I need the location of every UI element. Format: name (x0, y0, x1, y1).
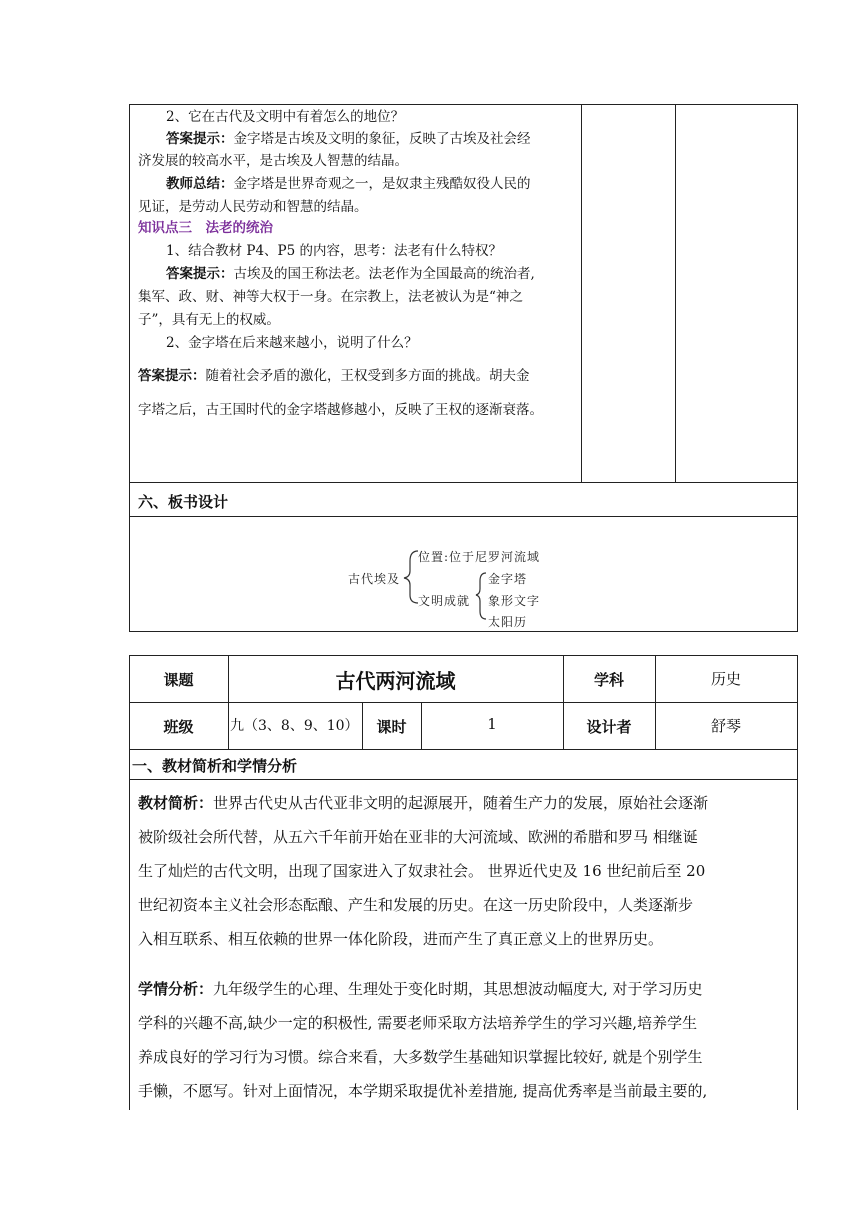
subject-value: 历史 (710, 670, 741, 688)
textbook-analysis-line1: 教材简析：世界古代史从古代亚非文明的起源展开，随着生产力的发展，原始社会逐渐 (138, 794, 709, 812)
board-item-pyramid: 金字塔 (488, 572, 528, 586)
student-analysis-line1: 学情分析：九年级学生的心理、生理处于变化时期，其思想波动幅度大, 对于学习历史 (138, 980, 703, 998)
board-item-solar-calendar: 太阳历 (488, 615, 528, 629)
student-analysis-line2: 学科的兴趣不高,缺少一定的积极性, 需要老师采取方法培养学生的学习兴趣,培养学生 (138, 1014, 698, 1032)
board-achievement: 文明成就 (418, 594, 471, 608)
answer-3-line2: 集军、政、财、神等大权于一身。在宗教上，法老被认为是“神之 (138, 289, 523, 305)
analysis-title: 一、教材简析和学情分析 (132, 757, 298, 775)
question-2: 2、它在古代及文明中有着怎么的地位？ (166, 109, 405, 125)
answer-3-line1: 答案提示：古埃及的国王称法老。法老作为全国最高的统治者, (166, 266, 535, 282)
teacher-summary-line2: 见证，是劳动人民劳动和智慧的结晶。 (138, 199, 368, 215)
textbook-analysis-line5: 入相互联系、相互依赖的世界一体化阶段，进而产生了真正意义上的世界历史。 (138, 930, 664, 948)
board-design-title: 六、板书设计 (138, 493, 229, 511)
period-label: 课时 (376, 718, 407, 736)
board-position: 位置:位于尼罗河流域 (418, 550, 541, 564)
board-item-hieroglyph: 象形文字 (488, 594, 541, 608)
topic-value: 古代两河流域 (335, 669, 456, 693)
class-value: 九（3、8、9、10） (230, 718, 359, 734)
period-value: 1 (487, 715, 497, 733)
answer-4-line1: 答案提示：随着社会矛盾的激化，王权受到多方面的挑战。胡夫金 (138, 368, 530, 384)
answer-4-line2: 字塔之后，古王国时代的金字塔越修越小，反映了王权的逐渐衰落。 (138, 402, 543, 418)
answer-2-line2: 济发展的较高水平，是古埃及人智慧的结晶。 (138, 153, 408, 169)
textbook-analysis-line4: 世纪初资本主义社会形态酝酿、产生和发展的历史。在这一历史阶段中，人类逐渐步 (138, 896, 694, 914)
textbook-analysis-line3: 生了灿烂的古代文明，出现了国家进入了奴隶社会。 世界近代史及 16 世纪前后至 20 (138, 862, 706, 880)
answer-3-line3: 子”，具有无上的权威。 (138, 312, 280, 328)
topic-label: 课题 (163, 671, 194, 689)
student-analysis-line4: 手懒，不愿写。针对上面情况，本学期采取提优补差措施, 提高优秀率是当前最主要的, (138, 1082, 708, 1100)
class-label: 班级 (163, 718, 194, 736)
board-root: 古代埃及 (348, 572, 401, 586)
answer-2-line1: 答案提示：金字塔是古埃及文明的象征，反映了古埃及社会经 (166, 131, 531, 147)
question-4: 2、金字塔在后来越来越小，说明了什么？ (166, 335, 418, 351)
subject-label: 学科 (593, 671, 624, 689)
textbook-analysis-line2: 被阶级社会所代替，从五六千年前开始在亚非的大河流域、欧洲的希腊和罗马 相继诞 (138, 828, 698, 846)
student-analysis-line3: 养成良好的学习行为习惯。综合来看，大多数学生基础知识掌握比较好, 就是个别学生 (138, 1048, 703, 1066)
knowledge-point-3: 知识点三 法老的统治 (138, 220, 273, 236)
designer-value: 舒琴 (710, 717, 741, 735)
teacher-summary-line1: 教师总结：金字塔是世界奇观之一，是奴隶主残酷奴役人民的 (166, 176, 531, 192)
designer-label: 设计者 (586, 718, 632, 736)
question-3: 1、结合教材 P4、P5 的内容，思考：法老有什么特权？ (166, 243, 503, 259)
